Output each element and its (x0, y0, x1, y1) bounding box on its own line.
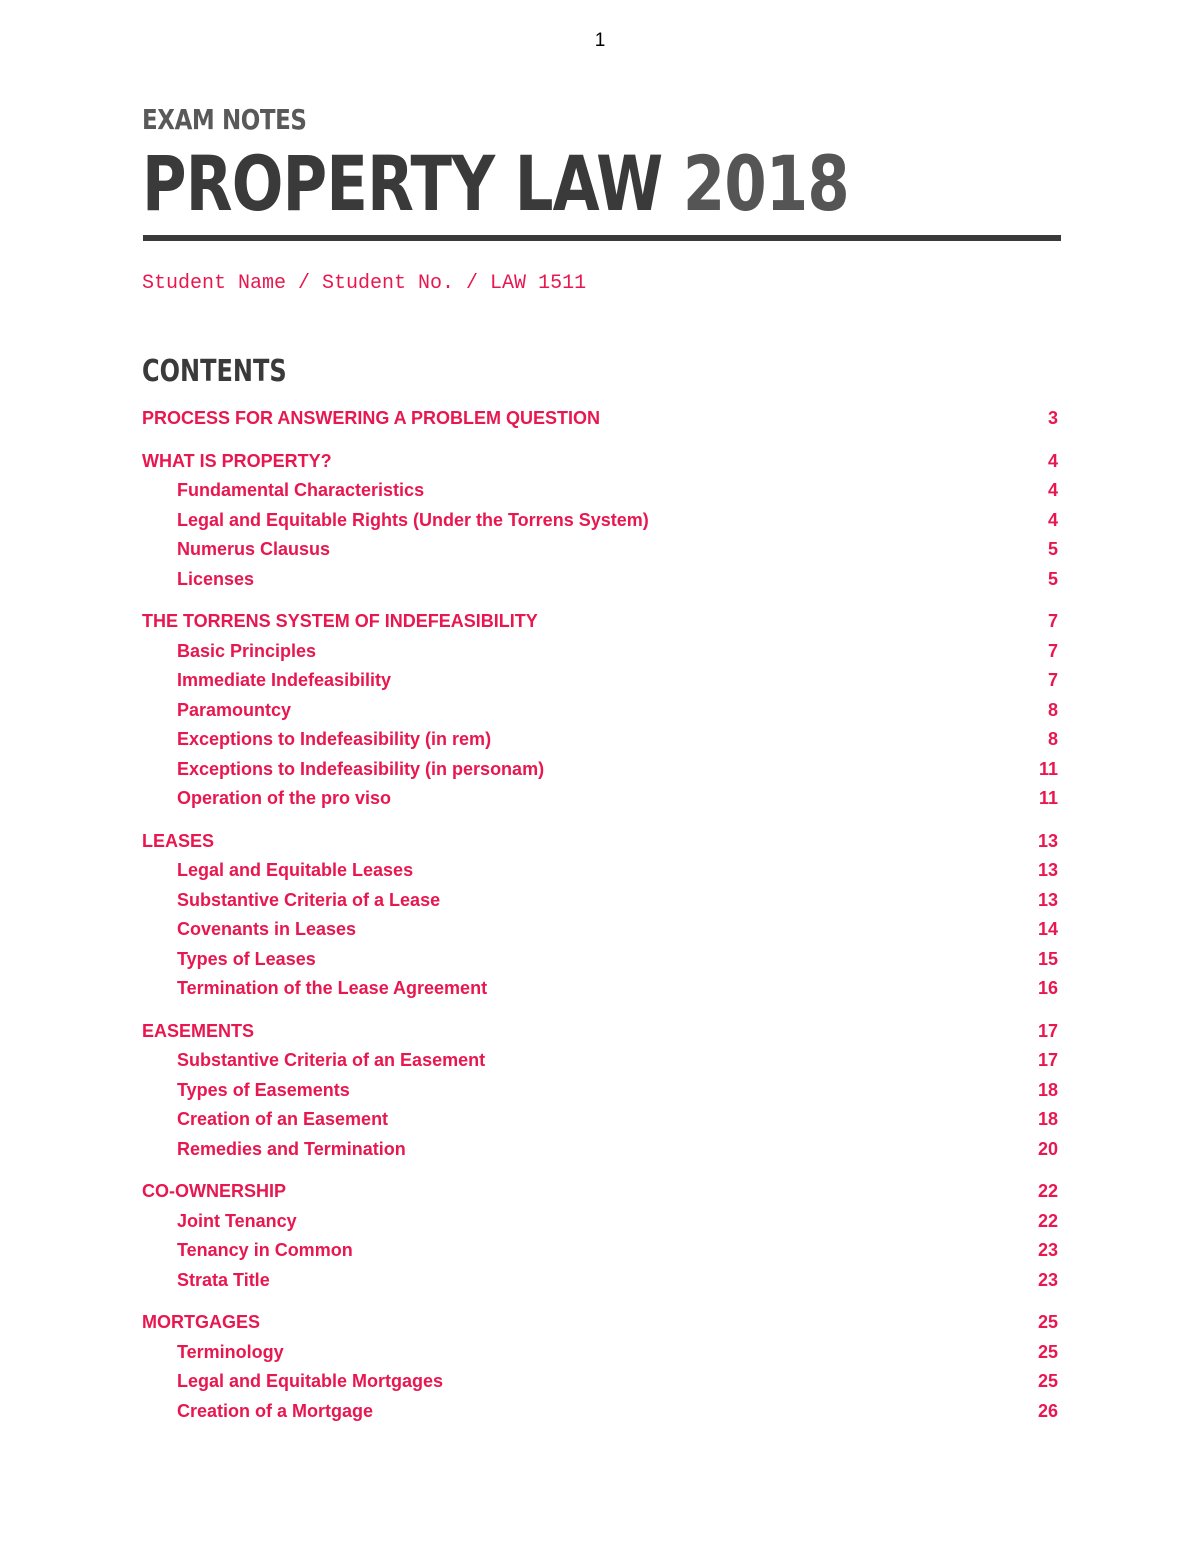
toc-entry-page: 20 (1037, 1138, 1058, 1159)
toc-entry-label: EASEMENTS (142, 1020, 255, 1041)
toc-subsection-link[interactable] (142, 1046, 1060, 1076)
toc-subsection-link[interactable] (142, 535, 1060, 565)
document-title (142, 139, 878, 228)
toc-subsection-link[interactable] (142, 1076, 1060, 1106)
toc-entry-label: Creation of a Mortgage (177, 1400, 374, 1421)
toc-subsection-link[interactable] (142, 1207, 1060, 1237)
toc-section-link[interactable] (142, 607, 1060, 637)
toc-entry-label: Licenses (177, 568, 255, 589)
toc-section-link[interactable] (142, 404, 1060, 434)
toc-section-link[interactable] (142, 447, 1060, 477)
toc-subsection-link[interactable] (142, 1135, 1060, 1165)
title-main: PROPERTY LAW (142, 139, 663, 228)
toc-entry-page: 25 (1037, 1371, 1058, 1392)
toc-entry-page: 16 (1037, 978, 1058, 999)
toc-subsection-link[interactable] (142, 1367, 1060, 1397)
toc-subsection-link[interactable] (142, 1105, 1060, 1135)
toc-entry-label: Numerus Clausus (177, 539, 331, 560)
toc-entry-page: 14 (1037, 919, 1058, 940)
toc-entry-page: 11 (1038, 758, 1058, 779)
toc-section-link[interactable] (142, 1308, 1060, 1338)
toc-subsection-link[interactable] (142, 784, 1060, 814)
toc-subsection-link[interactable] (142, 915, 1060, 945)
toc-entry-label: Creation of an Easement (177, 1109, 389, 1130)
toc-entry-page: 22 (1037, 1210, 1058, 1231)
toc-entry-page: 5 (1047, 539, 1058, 560)
toc-entry-label: Legal and Equitable Leases (177, 860, 414, 881)
toc-entry-page: 13 (1037, 889, 1058, 910)
toc-entry-page: 22 (1037, 1181, 1058, 1202)
toc-entry-label: Covenants in Leases (177, 919, 357, 940)
toc-entry-page: 23 (1037, 1269, 1058, 1290)
toc-entry-label: CO-OWNERSHIP (142, 1181, 286, 1202)
toc-entry-page: 8 (1047, 699, 1058, 720)
toc-entry-page: 7 (1047, 640, 1058, 661)
toc-entry-page: 4 (1047, 509, 1058, 530)
toc-subsection-link[interactable] (142, 565, 1060, 595)
toc-subsection-link[interactable] (142, 856, 1060, 886)
toc-entry-page: 18 (1037, 1109, 1058, 1130)
toc-entry-page: 4 (1047, 450, 1058, 471)
toc-subsection-link[interactable] (142, 755, 1060, 785)
title-year: 2018 (682, 139, 849, 228)
toc-entry-label: MORTGAGES (142, 1312, 261, 1333)
toc-section-link[interactable] (142, 1177, 1060, 1207)
toc-entry-label: Paramountcy (177, 699, 292, 720)
toc-entry-page: 15 (1037, 948, 1058, 969)
toc-subsection-link[interactable] (142, 506, 1060, 536)
toc-subsection-link[interactable] (142, 696, 1060, 726)
toc-entry-label: Exceptions to Indefeasibility (in personam) (177, 758, 545, 779)
page-number: 1 (594, 30, 606, 51)
toc-subsection-link[interactable] (142, 945, 1060, 975)
toc-section-link[interactable] (142, 1017, 1060, 1047)
toc-entry-page: 23 (1037, 1240, 1058, 1261)
toc-entry-label: Terminology (177, 1341, 284, 1362)
toc-entry-label: Fundamental Characteristics (177, 480, 425, 501)
toc-entry-page: 18 (1037, 1079, 1058, 1100)
toc-section-link[interactable] (142, 827, 1060, 857)
contents-heading: CONTENTS (142, 354, 287, 389)
toc-entry-label: LEASES (142, 830, 215, 851)
toc-subsection-link[interactable] (142, 637, 1060, 667)
toc-subsection-link[interactable] (142, 725, 1060, 755)
toc-entry-label: Types of Leases (177, 948, 316, 969)
exam-notes-kicker: EXAM NOTES (142, 103, 307, 136)
toc-subsection-link[interactable] (142, 1266, 1060, 1296)
toc-subsection-link[interactable] (142, 886, 1060, 916)
toc-entry-label: Substantive Criteria of a Lease (177, 889, 441, 910)
toc-entry-label: Remedies and Termination (177, 1138, 406, 1159)
toc-entry-label: Termination of the Lease Agreement (177, 978, 488, 999)
toc-entry-label: THE TORRENS SYSTEM OF INDEFEASIBILITY (142, 611, 538, 632)
toc-entry-page: 13 (1037, 830, 1058, 851)
toc-entry-label: Types of Easements (177, 1079, 350, 1100)
toc-entry-page: 13 (1037, 860, 1058, 881)
toc-subsection-link[interactable] (142, 1236, 1060, 1266)
toc-entry-page: 7 (1047, 611, 1058, 632)
toc-entry-page: 3 (1047, 408, 1058, 429)
toc-entry-label: Basic Principles (177, 640, 317, 661)
toc-entry-label: Legal and Equitable Rights (Under the Torrens System) (177, 509, 649, 530)
toc-entry-page: 17 (1037, 1050, 1058, 1071)
toc-entry-label: Joint Tenancy (177, 1210, 297, 1231)
student-info-line: Student Name / Student No. / LAW 1511 (142, 272, 587, 295)
table-of-contents (142, 404, 1060, 1426)
header-divider (143, 235, 1061, 241)
toc-subsection-link[interactable] (142, 1397, 1060, 1427)
toc-entry-page: 25 (1037, 1341, 1058, 1362)
toc-entry-page: 7 (1047, 670, 1058, 691)
toc-entry-label: Legal and Equitable Mortgages (177, 1371, 444, 1392)
toc-subsection-link[interactable] (142, 476, 1060, 506)
toc-entry-page: 26 (1037, 1400, 1058, 1421)
toc-entry-page: 4 (1047, 480, 1058, 501)
toc-entry-label: Immediate Indefeasibility (177, 670, 392, 691)
toc-entry-page: 11 (1038, 788, 1058, 809)
toc-subsection-link[interactable] (142, 974, 1060, 1004)
toc-entry-page: 8 (1047, 729, 1058, 750)
toc-entry-label: Substantive Criteria of an Easement (177, 1050, 486, 1071)
toc-subsection-link[interactable] (142, 666, 1060, 696)
toc-entry-label: Strata Title (177, 1269, 270, 1290)
toc-entry-label: WHAT IS PROPERTY? (142, 450, 332, 471)
toc-entry-label: Tenancy in Common (177, 1240, 353, 1261)
toc-entry-label: Exceptions to Indefeasibility (in rem) (177, 729, 492, 750)
toc-subsection-link[interactable] (142, 1338, 1060, 1368)
toc-entry-page: 25 (1037, 1312, 1058, 1333)
toc-entry-page: 17 (1037, 1020, 1058, 1041)
toc-entry-page: 5 (1047, 568, 1058, 589)
toc-entry-label: PROCESS FOR ANSWERING A PROBLEM QUESTION (142, 408, 601, 429)
toc-entry-label: Operation of the pro viso (177, 788, 392, 809)
document-header (142, 100, 1062, 226)
